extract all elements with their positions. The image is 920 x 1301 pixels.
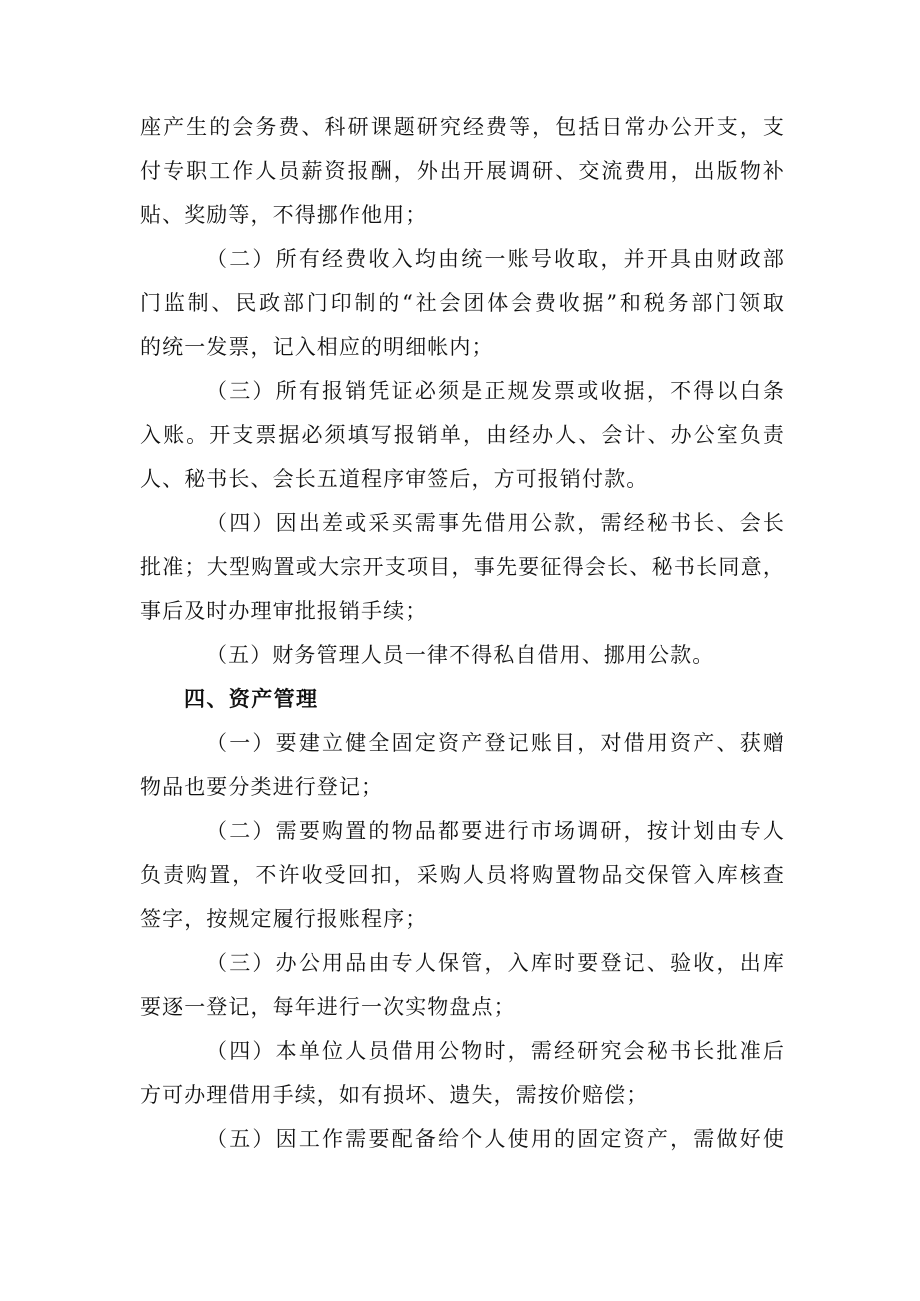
paragraph-line: （三）所有报销凭证必须是正规发票或收据，不得以白条 [206,379,785,403]
paragraph-line: 事后及时办理审批报销手续； [140,599,428,623]
paragraph-line: （一）要建立健全固定资产登记账目，对借用资产、获赠 [206,731,785,755]
paragraph-line: 座产生的会务费、科研课题研究经费等，包括日常办公开支，支 [140,115,785,139]
paragraph-line: 付专职工作人员薪资报酬，外出开展调研、交流费用，出版物补 [140,159,785,183]
paragraph-line: （五）因工作需要配备给个人使用的固定资产，需做好使 [206,1127,785,1151]
document-page [140,105,785,1161]
paragraph-line: （二）所有经费收入均由统一账号收取，并开具由财政部 [206,247,785,271]
paragraph-line: 负责购置，不许收受回扣，采购人员将购置物品交保管入库核查 [140,863,785,887]
paragraph-line: （二）需要购置的物品都要进行市场调研，按计划由专人 [206,819,785,843]
paragraph-line: 的统一发票，记入相应的明细帐内； [140,335,494,359]
paragraph-line: 签字，按规定履行报账程序； [140,907,428,931]
paragraph-line: 批准；大型购置或大宗开支项目，事先要征得会长、秘书长同意， [140,555,785,579]
paragraph-line: （五）财务管理人员一律不得私自借用、挪用公款。 [206,643,715,667]
paragraph-line: 方可办理借用手续，如有损坏、遗失，需按价赔偿； [140,1083,649,1107]
paragraph-line: 门监制、民政部门印制的“社会团体会费收据”和税务部门领取 [140,291,785,315]
paragraph-line: 人、秘书长、会长五道程序审签后，方可报销付款。 [140,467,649,491]
paragraph-line: （四）因出差或采买需事先借用公款，需经秘书长、会长 [206,511,785,535]
paragraph-line: 贴、奖励等，不得挪作他用； [140,203,428,227]
paragraph-line: （四）本单位人员借用公物时，需经研究会秘书长批准后 [206,1039,785,1063]
paragraph-line: 物品也要分类进行登记； [140,775,384,799]
paragraph-line: 入账。开支票据必须填写报销单，由经办人、会计、办公室负责 [140,423,785,447]
section-heading: 四、资产管理 [184,687,319,711]
paragraph-line: 要逐一登记，每年进行一次实物盘点； [140,995,516,1019]
paragraph-line: （三）办公用品由专人保管，入库时要登记、验收，出库 [206,951,785,975]
